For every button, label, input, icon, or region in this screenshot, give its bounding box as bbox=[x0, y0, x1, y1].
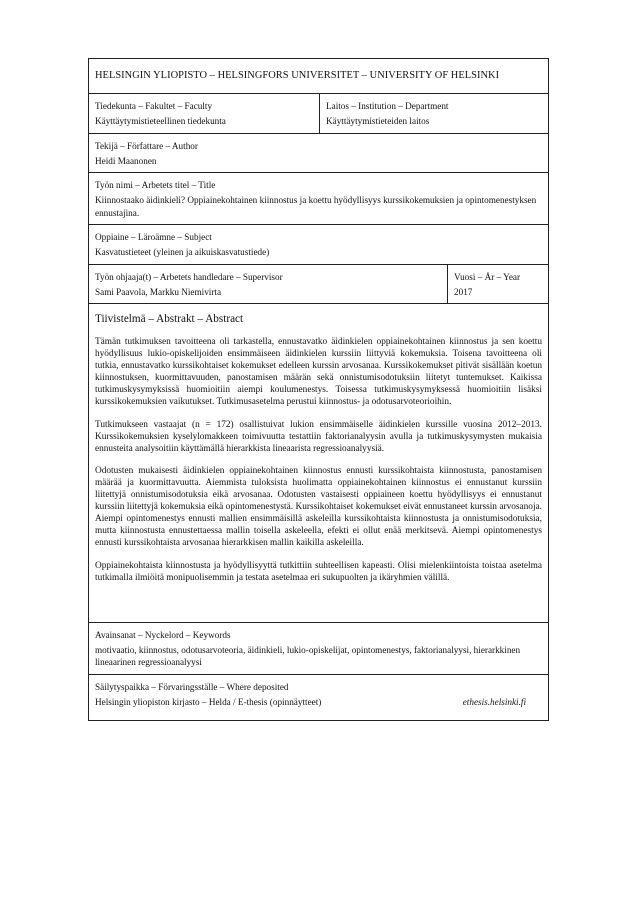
university-header-row bbox=[89, 59, 548, 94]
supervisor-cell bbox=[89, 265, 447, 304]
title-row bbox=[89, 173, 548, 225]
faculty-department-row bbox=[89, 94, 548, 134]
author-row bbox=[89, 134, 548, 174]
abstract-paragraph: Tutkimukseen vastaajat (n = 172) osallistuivat lukion ensimmäiselle äidinkielen kurssille vuosina 2012–2013. Kurssikokemuksien kyselylomakkeen toimivuutta testattiin faktorianalyysin avulla ja tutkimuskysymysten mukaisia ennusteita analysoitiin käyttämällä hierarkkista lineaarista regressioanalyysiä. bbox=[95, 419, 542, 454]
author-label: Tekijä – Författare – Author bbox=[95, 140, 198, 151]
keywords-value: motivaatio, kiinnostus, odotusarvoteoria, äidinkieli, lukio-opiskelijat, opintomenestys, faktorianalyysi, hierarkkinen lineaarinen regressioanalyysi bbox=[95, 644, 521, 668]
supervisor-value: Sami Paavola, Markku Niemivirta bbox=[95, 286, 222, 297]
subject-label: Oppiaine – Läroämne – Subject bbox=[95, 232, 212, 242]
deposit-line bbox=[95, 696, 542, 709]
year-value: 2017 bbox=[454, 286, 473, 297]
department-value: Käyttäytymistieteiden laitos bbox=[326, 116, 430, 126]
deposit-row bbox=[89, 675, 548, 721]
university-header: HELSINGIN YLIOPISTO – HELSINGFORS UNIVERSITET – UNIVERSITY OF HELSINKI bbox=[95, 70, 500, 81]
ethesis-url: ethesis.helsinki.fi bbox=[462, 696, 526, 707]
subject-row bbox=[89, 225, 548, 265]
year-label: Vuosi – År – Year bbox=[454, 271, 521, 282]
author-value: Heidi Maanonen bbox=[95, 155, 157, 166]
abstract-label: Tiivistelmä – Abstrakt – Abstract bbox=[95, 313, 244, 325]
title-value: Kiinnostaako äidinkieli? Oppiainekohtainen kiinnostus ja koettu hyödyllisyys kurssikokemuksien ja opintomenestyksen ennustajina. bbox=[95, 195, 537, 218]
abstract-row bbox=[89, 304, 548, 623]
faculty-value: Käyttäytymistieteellinen tiedekunta bbox=[95, 116, 226, 126]
title-label: Työn nimi – Arbetets titel – Title bbox=[95, 180, 216, 190]
deposit-label: Säilytyspaikka – Förvaringsställe – Where deposited bbox=[95, 681, 289, 692]
faculty-cell bbox=[89, 94, 319, 133]
abstract-form bbox=[88, 58, 549, 721]
subject-value: Kasvatustieteet (yleinen ja aikuiskasvatustiede) bbox=[95, 247, 270, 257]
supervisor-year-row bbox=[89, 265, 548, 305]
abstract-paragraph: Odotusten mukaisesti äidinkielen oppiainekohtainen kiinnostus ennusti kurssikohtaista kiinnostusta, panostamisen määrää ja kuormittavuutta. Aiemmista tuloksista huolimatta oppiainekohtainen kiinnostus ei ennustanut kurssiin liitettyjä onnistumisodotuksia eikä arvosanaa. Odotusten vastaisesti oppiaineen koettu hyödyllisyys ei ennustanut kurssiin liitettyjä kokemuksia eikä opintomenestystä. Kurssikohtaiset kokemukset eivät ennustaneet kurssin arvosanoja. Aiempi opintomenestys ennusti mallien ensimmäisillä askeleilla kurssikohtaista kiinnostusta ja onnistumisodotuksia, mutta kiinnostusta ennustettaessa mallin toisella askeleella, efekti ei ollut enää merkitsevä. Aiempi opintomenestys ennusti kurssikohtaista arvosanaa hierarkkisen mallin kaikilla askeleilla. bbox=[95, 465, 542, 549]
faculty-label: Tiedekunta – Fakultet – Faculty bbox=[95, 101, 213, 111]
department-label: Laitos – Institution – Department bbox=[326, 101, 449, 111]
deposit-value: Helsingin yliopiston kirjasto – Helda / E-thesis (opinnäytteet) bbox=[95, 696, 322, 707]
abstract-paragraph: Tämän tutkimuksen tavoitteena oli tarkastella, ennustavatko äidinkielen oppiainekohtainen kiinnostus ja sen koettu hyödyllisuus lukio-opiskelijoiden ensimmäiseen äidinkielen kurssiin liittyviä kokemuksia. Toisena tavoitteena oli tutkia, ennustavatko kurssikohtaiset kokemukset edelleen kurssin arvosanaa. Kurssikokemukset pitivät sisällään koetun kiinnostuksen, kuormittavuuden, panostamisen määrän sekä onnistumisodotuksiin liitetyt tuntemukset. Kaikissa tutkimuskysymyksissä huomioitiin aiempi koulumenestys. Toisessa tutkimuskysymyksessä huomioitiin lisäksi kurssikokemuksien vaikutukset. Tutkimusasetelma perustui kiinnostus- ja odotusarvoteorioihin. bbox=[95, 337, 542, 408]
year-cell bbox=[447, 265, 548, 304]
keywords-row bbox=[89, 623, 548, 675]
department-cell bbox=[319, 94, 548, 133]
supervisor-label: Työn ohjaaja(t) – Arbetets handledare – Supervisor bbox=[95, 271, 283, 282]
abstract-paragraph: Oppiainekohtaista kiinnostusta ja hyödyllisyyttä tutkittiin suhteellisen kapeasti. Olisi mielenkiintoista toistaa asetelma tutkimalla ilmiöitä monipuolisemmin ja testata asetelmaa eri sukupuolten ja ikäryhmien välillä. bbox=[95, 560, 542, 583]
keywords-label: Avainsanat – Nyckelord – Keywords bbox=[95, 629, 231, 640]
